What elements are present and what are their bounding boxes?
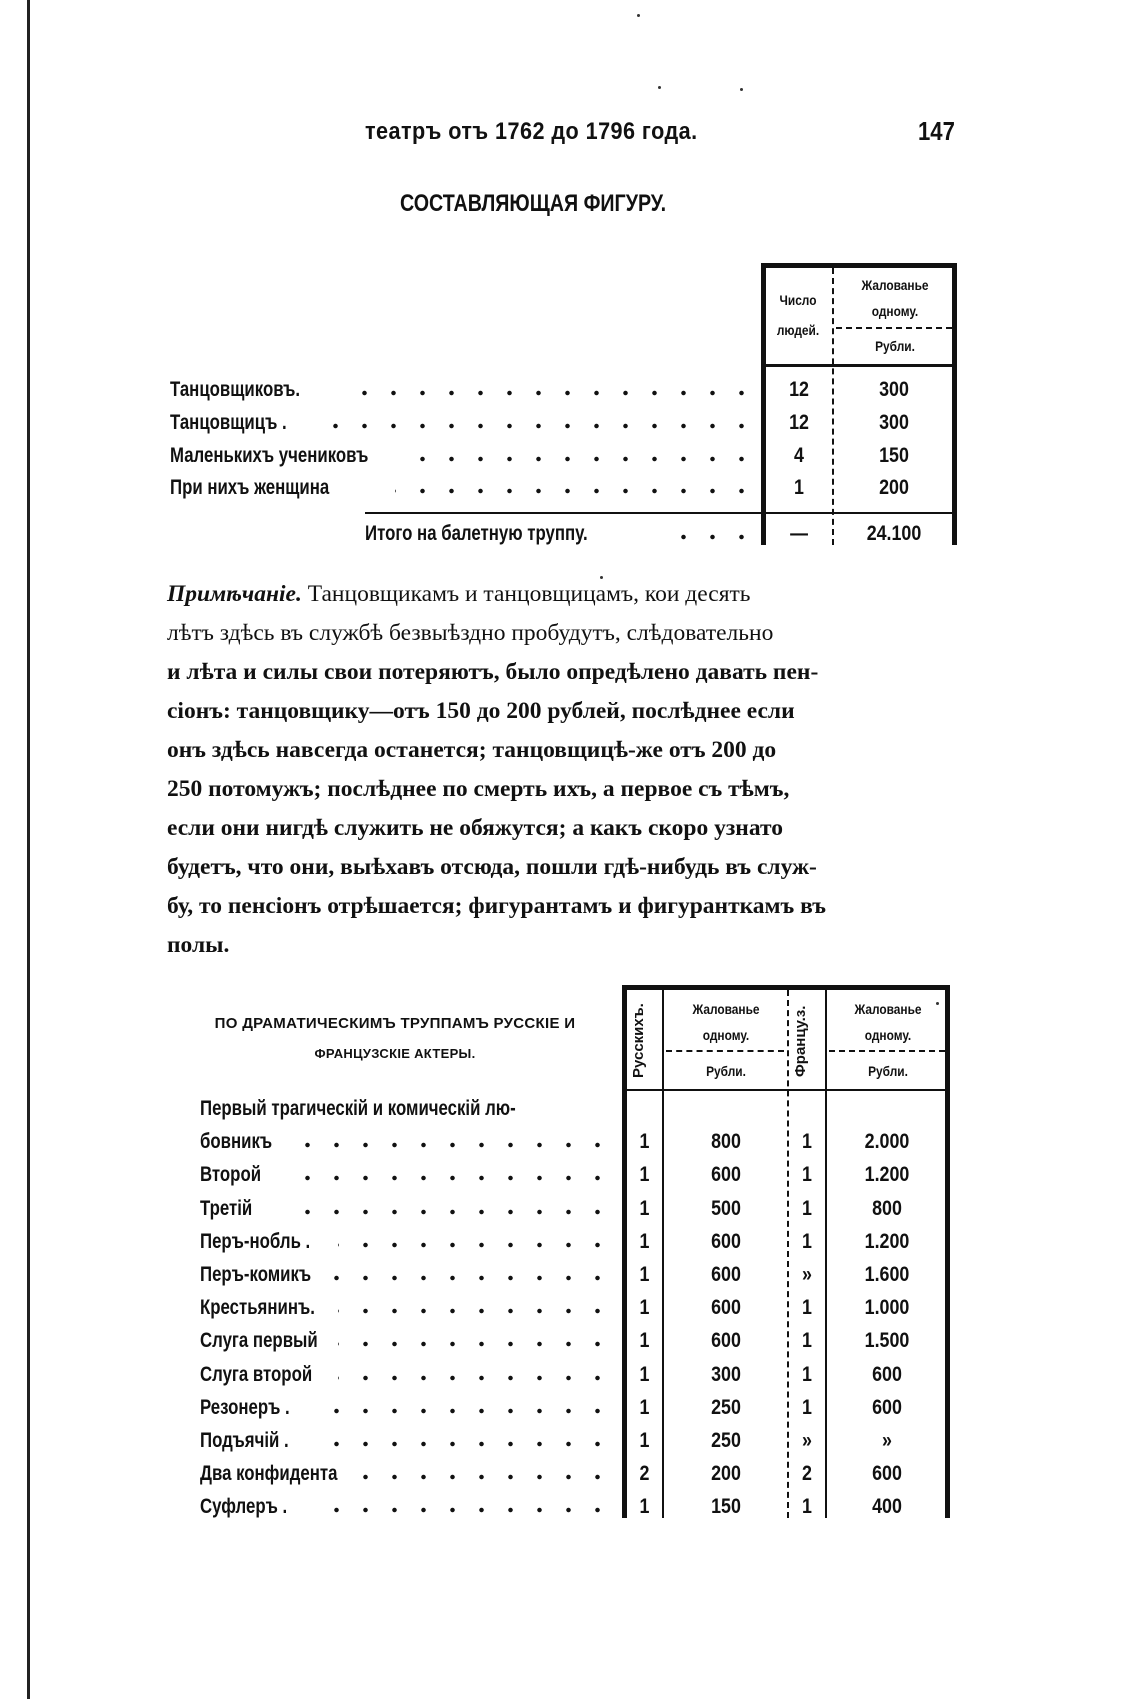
note-line: и лѣта и силы свои потеряютъ, было опредѣлено давать пен-: [167, 659, 819, 685]
note-line: 250 потомужъ; послѣднее по смерть ихъ, а первое съ тѣмъ,: [167, 776, 790, 802]
ballet-row-count: 12: [789, 378, 809, 401]
leader-dots: [338, 1375, 612, 1381]
ballet-row-label: Маленькихъ учениковъ: [170, 444, 369, 467]
french-salary: 2.000: [864, 1130, 910, 1153]
total-salary: 24.100: [866, 522, 922, 545]
salary-column-header: Жалованье одному.: [861, 277, 929, 319]
scan-speck: [637, 14, 640, 17]
total-rule-cells: [766, 512, 952, 514]
drama-row-label: Резонеръ .: [200, 1396, 290, 1419]
russian-count: 2: [639, 1462, 650, 1485]
french-salary: 600: [872, 1396, 902, 1419]
russian-salary: 150: [711, 1495, 741, 1518]
russian-salary: 600: [711, 1263, 741, 1286]
russian-salary: 250: [711, 1396, 741, 1419]
french-count: 1: [802, 1363, 812, 1386]
french-count: 1: [802, 1163, 812, 1186]
french-salary: »: [882, 1429, 892, 1452]
total-count: —: [790, 522, 808, 545]
french-unit-header: Рубли.: [868, 1063, 908, 1079]
drama-row-label: Перъ-нобль .: [200, 1230, 311, 1253]
french-count: 1: [802, 1495, 812, 1518]
drama-row-label: Крестьянинъ.: [200, 1296, 315, 1319]
french-count: »: [802, 1263, 812, 1286]
french-count: 1: [802, 1296, 812, 1319]
drama-row-label: Первый трагическій и комическій лю-: [200, 1097, 516, 1120]
russian-count: 1: [639, 1197, 650, 1220]
scan-speck: [658, 86, 661, 89]
ballet-row-label: При нихъ женщина: [170, 476, 330, 499]
leader-dots: [284, 1209, 612, 1215]
ballet-row-count: 4: [794, 444, 804, 467]
ballet-row-count: 12: [789, 411, 809, 434]
note-line: бу, то пенсіонъ отрѣшается; фигурантамъ и фигуранткамъ въ: [167, 893, 826, 919]
section-title: СОСТАВЛЯЮЩАЯ ФИГУРУ.: [400, 190, 667, 217]
russian-salary: 300: [711, 1363, 741, 1386]
french-salary: 600: [872, 1363, 902, 1386]
russian-salary: 250: [711, 1429, 741, 1452]
page-number: 147: [918, 116, 955, 146]
drama-row-label: бовникъ: [200, 1130, 273, 1153]
drama-caption-line1: ПО ДРАМАТИЧЕСКИМЪ ТРУППАМЪ РУССКІЕ И: [214, 1015, 576, 1032]
leader-dots: [338, 1308, 612, 1314]
leader-dots: [311, 1507, 612, 1513]
note-line: онъ здѣсь навсегда останется; танцовщицѣ-же отъ 200 до: [167, 737, 777, 763]
russian-count: 1: [639, 1263, 650, 1286]
french-count: 1: [802, 1130, 812, 1153]
running-head: театръ отъ 1762 до 1796 года.: [365, 118, 698, 145]
french-count: 1: [802, 1396, 812, 1419]
ballet-table-header-rule: [766, 364, 952, 367]
drama-row-label: Подъячій .: [200, 1429, 289, 1452]
russian-count: 1: [639, 1429, 650, 1452]
note-paragraph: [167, 575, 959, 965]
drama-row-label: Третій: [200, 1197, 253, 1220]
russian-salary: 600: [711, 1329, 741, 1352]
french-salary: 1.200: [864, 1163, 910, 1186]
french-count: 2: [802, 1462, 812, 1485]
leader-dots: [320, 1441, 612, 1447]
ballet-row-label: Танцовщицъ .: [170, 411, 287, 434]
drama-row-label: Суфлеръ .: [200, 1495, 288, 1518]
leader-dots: [356, 1474, 612, 1480]
russian-count: 1: [639, 1163, 650, 1186]
ballet-row-label: Танцовщиковъ.: [170, 378, 301, 401]
drama-row-label: Слуга второй: [200, 1363, 313, 1386]
leader-dots: [420, 456, 756, 462]
french-salary: 800: [872, 1197, 902, 1220]
russian-salary: 600: [711, 1163, 741, 1186]
scan-edge-line: [27, 0, 30, 1699]
russian-salary: 500: [711, 1197, 741, 1220]
leader-dots: [338, 1341, 612, 1347]
ballet-table-subheader-rule: [836, 327, 952, 329]
french-count: »: [802, 1429, 812, 1452]
french-salary: 600: [872, 1462, 902, 1485]
russian-count: 1: [639, 1130, 650, 1153]
total-label: Итого на балетную труппу.: [365, 522, 588, 545]
note-line: Примѣчаніе. Танцовщикамъ и танцовщицамъ, кои десять: [167, 581, 751, 607]
total-rule: [365, 512, 761, 514]
drama-subheader-rule-ru: [666, 1050, 784, 1052]
russian-salary: 600: [711, 1230, 741, 1253]
leader-dots: [395, 488, 756, 494]
ballet-row-salary: 300: [879, 378, 909, 401]
french-count: 1: [802, 1197, 812, 1220]
drama-subheader-rule-fr: [829, 1050, 945, 1052]
leader-dots: [329, 1275, 612, 1281]
note-line: сіонъ: танцовщику—отъ 150 до 200 рублей, послѣднее если: [167, 698, 795, 724]
note-line: полы.: [167, 932, 230, 958]
drama-row-label: Два конфидента: [200, 1462, 338, 1485]
leader-dots: [340, 390, 756, 396]
note-lead: Примѣчаніе.: [167, 581, 302, 607]
leader-dots: [320, 1408, 612, 1414]
salary-unit-header: Рубли.: [875, 338, 915, 354]
drama-col-divider-2: [787, 990, 789, 1518]
russian-salary: 600: [711, 1296, 741, 1319]
drama-header-rule: [627, 1089, 945, 1091]
russian-unit-header: Рубли.: [706, 1063, 746, 1079]
ballet-row-salary: 200: [879, 476, 909, 499]
drama-row-label: Перъ-комикъ: [200, 1263, 312, 1286]
russian-salary: 800: [711, 1130, 741, 1153]
french-salary: 400: [872, 1495, 902, 1518]
french-salary: 1.000: [864, 1296, 910, 1319]
russian-count: 1: [639, 1329, 650, 1352]
russian-count: 1: [639, 1495, 650, 1518]
leader-dots: [284, 1175, 612, 1181]
russian-count: 1: [639, 1363, 650, 1386]
russian-count: 1: [639, 1230, 650, 1253]
french-column-header: Францу.з.: [792, 1005, 809, 1077]
drama-caption-line2: ФРАНЦУЗСКІЕ АКТЕРЫ.: [314, 1046, 476, 1061]
leader-dots: [338, 1242, 612, 1248]
russian-count: 1: [639, 1396, 650, 1419]
russian-salary-header: Жалованье одному.: [692, 1001, 760, 1043]
french-count: 1: [802, 1230, 812, 1253]
french-count: 1: [802, 1329, 812, 1352]
drama-row-label: Второй: [200, 1163, 262, 1186]
french-salary-header: Жалованье одному.: [854, 1001, 922, 1043]
note-line: если они нигдѣ служить не обяжутся; а какъ скоро узнато: [167, 815, 783, 841]
note-line: лѣтъ здѣсь въ службѣ безвыѣздно пробудутъ, слѣдовательно: [167, 620, 774, 646]
ballet-row-count: 1: [794, 476, 804, 499]
ballet-row-salary: 150: [879, 444, 909, 467]
french-salary: 1.500: [864, 1329, 910, 1352]
french-salary: 1.600: [864, 1263, 910, 1286]
russian-count: 1: [639, 1296, 650, 1319]
leader-dots: [330, 423, 756, 429]
scan-speck: [740, 88, 743, 91]
note-line: будетъ, что они, выѣхавъ отсюда, пошли гдѣ-нибудь въ служ-: [167, 854, 817, 880]
french-salary: 1.200: [864, 1230, 910, 1253]
scan-speck: [600, 576, 603, 579]
scan-speck: [936, 1002, 939, 1005]
russian-column-header: Русскихъ.: [630, 1003, 647, 1079]
ballet-row-salary: 300: [879, 411, 909, 434]
total-leader-dots: [680, 534, 756, 540]
drama-col-divider-3: [825, 990, 827, 1518]
drama-col-divider-1: [662, 990, 664, 1518]
leader-dots: [293, 1142, 612, 1148]
count-column-header: Число людей.: [776, 292, 820, 338]
russian-salary: 200: [711, 1462, 741, 1485]
ballet-table-column-divider: [832, 268, 834, 545]
drama-row-label: Слуга первый: [200, 1329, 318, 1352]
